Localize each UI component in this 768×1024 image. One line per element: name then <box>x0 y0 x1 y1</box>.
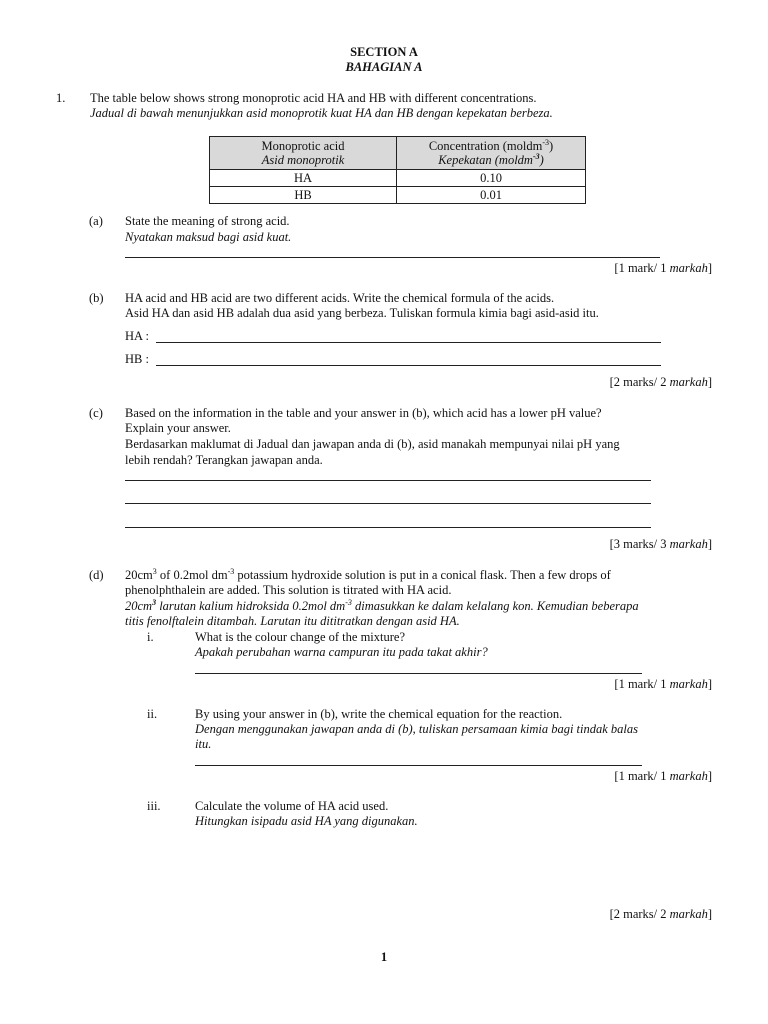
part-a-marks: [1 mark/ 1 markah] <box>614 261 712 275</box>
part-c-label: (c) <box>89 406 103 420</box>
part-d-ii-question: By using your answer in (b), write the chemical equation for the reaction. <box>195 707 563 721</box>
part-c-line-1: Based on the information in the table and your answer in (b), which acid has a lower pH value? <box>125 406 602 420</box>
part-c-line-2: Explain your answer. <box>125 421 231 435</box>
answer-line-c3[interactable] <box>125 527 651 528</box>
part-d-iii-marks: [2 marks/ 2 markah] <box>609 907 712 921</box>
part-d-i-question-ms: Apakah perubahan warna campuran itu pada takat akhir? <box>195 645 488 659</box>
section-title-ms: BAHAGIAN A <box>345 60 423 74</box>
question-intro-ms: Jadual di bawah menunjukkan asid monoprotik kuat HA dan HB dengan kepekatan berbeza. <box>90 106 553 120</box>
part-d-line-3: $20cm^3$ larutan kalium hidroksida 0.2mol $dm^{-3}$ dimasukkan ke dalam kelalang kon. Kemudian beberapa <box>125 597 639 613</box>
concentration-table <box>209 136 586 204</box>
table-row <box>210 170 586 187</box>
part-a-question: State the meaning of strong acid. <box>125 214 290 228</box>
answer-line-d-ii[interactable] <box>195 765 642 766</box>
part-d-ii-question-ms-1: Dengan menggunakan jawapan anda di (b), tuliskan persamaan kimia bagi tindak balas <box>195 722 639 736</box>
part-c-line-3: Berdasarkan maklumat di Jadual dan jawapan anda di (b), asid manakah mempunyai nilai pH yang <box>125 437 620 451</box>
section-title: SECTION A <box>350 45 418 59</box>
header-acid-en: Monoprotic acid <box>261 139 345 153</box>
part-d-iii-question: Calculate the volume of HA acid used. <box>195 799 389 813</box>
part-b-label: (b) <box>89 291 104 305</box>
page-number: 1 <box>380 950 388 964</box>
part-d-iii-question-ms: Hitungkan isipadu asid HA yang digunakan. <box>195 814 418 828</box>
question-number: 1. <box>56 91 66 105</box>
part-d-iii-label: iii. <box>147 799 161 813</box>
header-conc-en: Concentration (moldm$^{-3}$) <box>428 137 554 153</box>
header-acid-ms: Asid monoprotik <box>261 153 345 167</box>
header-conc-ms: Kepekatan (moldm$^{-3}$) <box>438 151 544 167</box>
part-d-i-question: What is the colour change of the mixture? <box>195 630 405 644</box>
question-intro: The table below shows strong monoprotic acid HA and HB with different concentrations. <box>90 91 537 105</box>
part-d-i-marks: [1 mark/ 1 markah] <box>614 677 712 691</box>
part-a-question-ms: Nyatakan maksud bagi asid kuat. <box>125 230 292 244</box>
table-header-row <box>210 137 586 170</box>
part-d-label: (d) <box>89 568 104 582</box>
answer-line-ha[interactable] <box>156 342 661 343</box>
part-a-label: (a) <box>89 214 103 228</box>
part-c-line-4: lebih rendah? Terangkan jawapan anda. <box>125 453 323 467</box>
part-b-marks: [2 marks/ 2 markah] <box>609 375 712 389</box>
part-d-i-label: i. <box>147 630 154 644</box>
part-d-ii-label: ii. <box>147 707 158 721</box>
table-cell-acid: HA <box>210 170 397 187</box>
answer-line-c2[interactable] <box>125 503 651 504</box>
answer-line-hb[interactable] <box>156 365 661 366</box>
table-cell-conc: 0.10 <box>397 170 586 187</box>
part-d-line-2: phenolphthalein are added. This solution is titrated with HA acid. <box>125 583 452 597</box>
table-header-acid <box>210 137 397 170</box>
part-d-line-1: $20cm^3$ of 0.2mol $dm^{-3}$ potassium hydroxide solution is put in a conical flask. Then a few drops of <box>125 566 611 582</box>
part-d-ii-marks: [1 mark/ 1 markah] <box>614 769 712 783</box>
part-c-marks: [3 marks/ 3 markah] <box>609 537 712 551</box>
table-cell-conc: 0.01 <box>397 187 586 204</box>
table-header-concentration <box>397 137 586 170</box>
ha-label: HA : <box>125 329 149 343</box>
answer-line-a[interactable] <box>125 257 660 258</box>
part-b-question-ms: Asid HA dan asid HB adalah dua asid yang berbeza. Tuliskan formula kimia bagi asid-asid itu. <box>125 306 599 320</box>
part-b-question: HA acid and HB acid are two different acids. Write the chemical formula of the acids. <box>125 291 555 305</box>
table-cell-acid: HB <box>210 187 397 204</box>
part-d-line-4: titis fenolftalein ditambah. Larutan itu dititratkan dengan asid HA. <box>125 614 460 628</box>
answer-line-d-i[interactable] <box>195 673 642 674</box>
table-row <box>210 187 586 204</box>
part-d-ii-question-ms-2: itu. <box>195 737 212 751</box>
hb-label: HB : <box>125 352 149 366</box>
answer-line-c1[interactable] <box>125 480 651 481</box>
